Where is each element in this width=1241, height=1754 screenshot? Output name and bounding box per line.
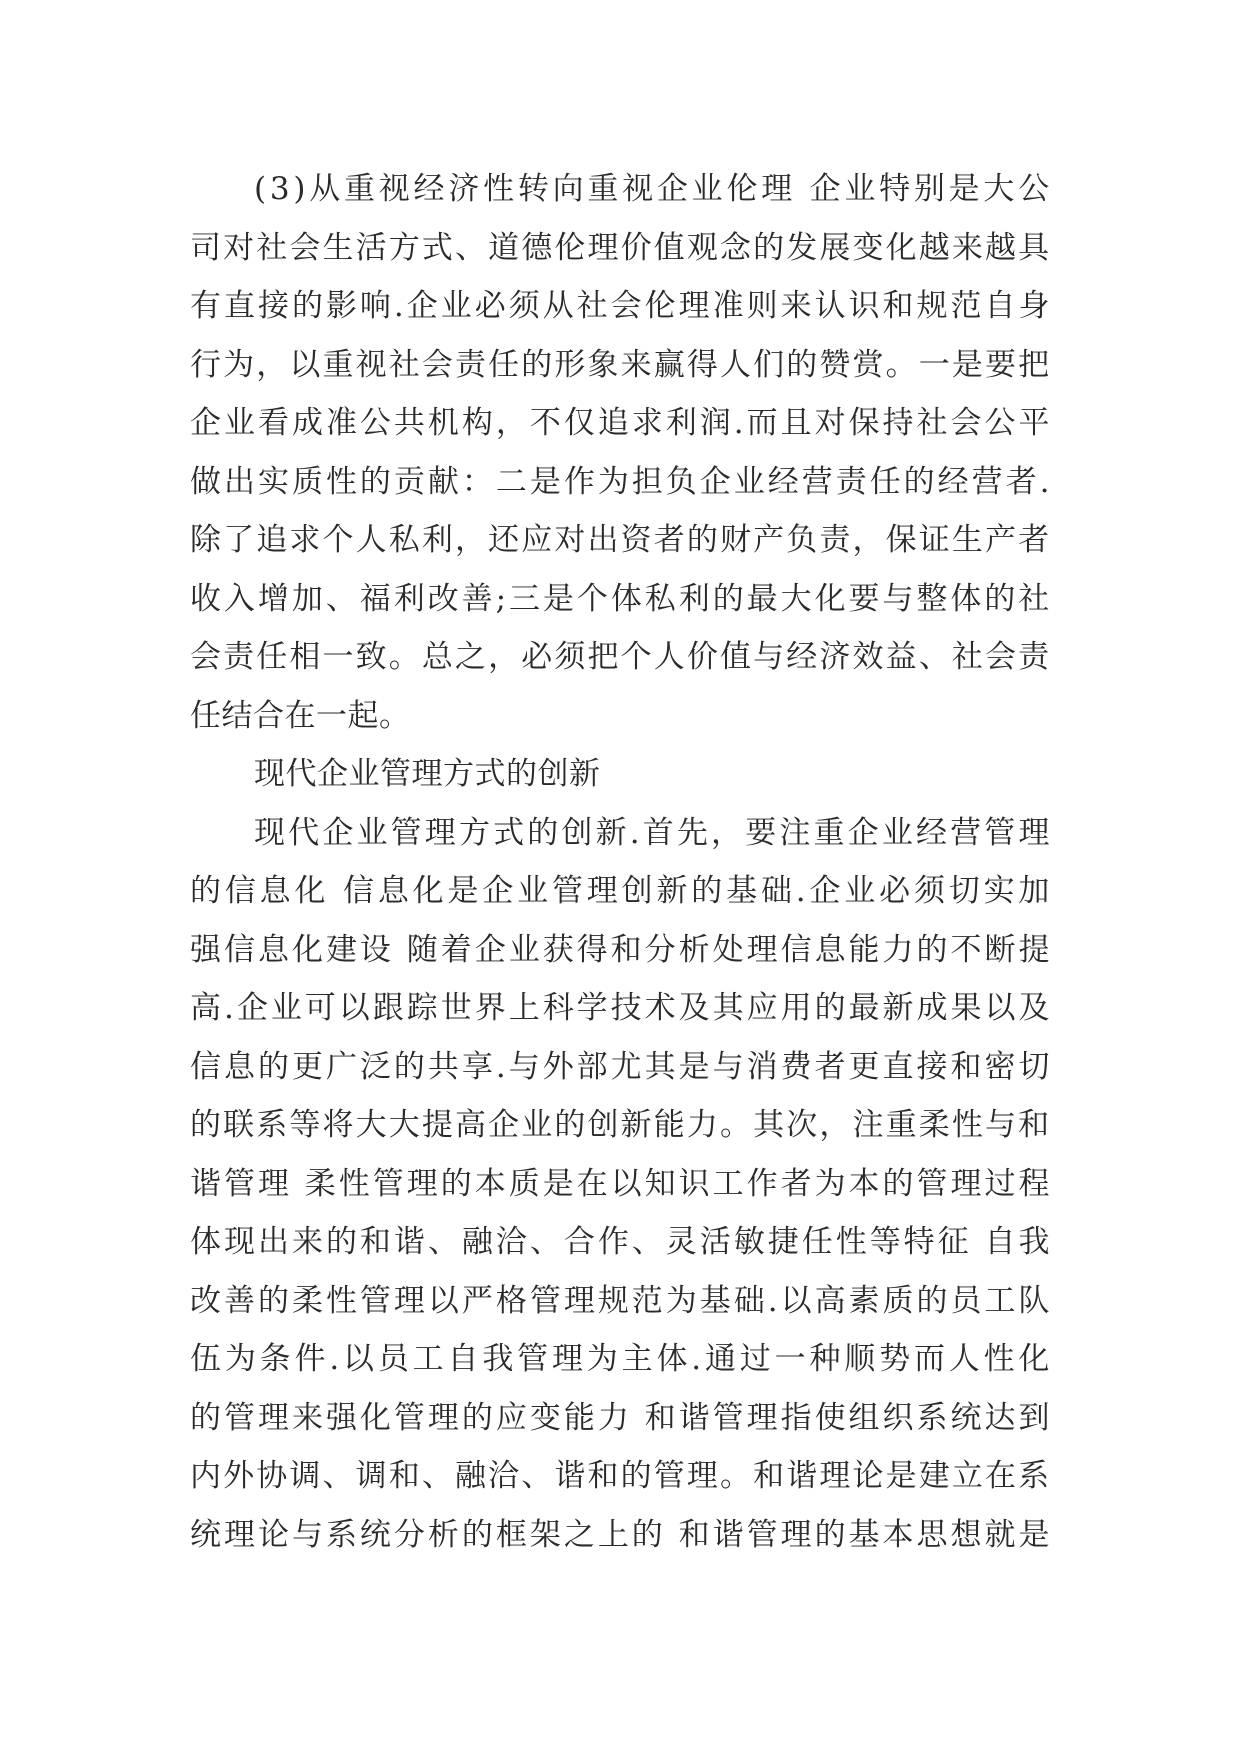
text-line: 任结合在一起。 [190, 697, 411, 734]
text-line: 信 息 的 更 广 泛 的 共 享 . 与 外 部 尤 其 是 与 消 费 者 更 直 接 和 密 切 [190, 1048, 1050, 1085]
text-line: 现代企业管理方式的创新 [254, 756, 601, 792]
text-line: 企 业 看 成 准 公 共 机 构 ， 不 仅 追 求 利 润 . 而 且 对 保 持 社 会 公 平 [190, 405, 1050, 441]
text-line: 行 为 ， 以 重 视 社 会 责 任 的 形 象 来 赢 得 人 们 的 赞 赏 。 一 是 要 把 [190, 346, 1050, 383]
text-line: 除 了 追 求 个 人 私 利 ， 还 应 对 出 资 者 的 财 产 负 责 ， 保 证 生 产 者 [190, 522, 1050, 558]
text-line: 内 外 协 调 、 调 和 、 融 洽 、 谐 和 的 管 理 。 和 谐 理 论 是 建 立 在 系 [190, 1458, 1050, 1494]
text-line: 统 理 论 与 系 统 分 析 的 框 架 之 上 的 和 谐 管 理 的 基 本 思 想 就 是 [190, 1516, 1050, 1553]
text-line: 司 对 社 会 生 活 方 式 、 道 德 伦 理 价 值 观 念 的 发 展 变 化 越 来 越 具 [190, 229, 1050, 266]
text-line: 做 出 实 质 性 的 贡 献 ： 二 是 作 为 担 负 企 业 经 营 责 任 的 经 营 者 . [190, 463, 1050, 500]
text-line: 会 责 任 相 一 致 。 总 之 ， 必 须 把 个 人 价 值 与 经 济 效 益 、 社 会 责 [190, 639, 1050, 675]
text-line: 的 联 系 等 将 大 大 提 高 企 业 的 创 新 能 力 。 其 次 ， 注 重 柔 性 与 和 [190, 1107, 1050, 1143]
text-line: 伍 为 条 件 . 以 员 工 自 我 管 理 为 主 体 . 通 过 一 种 顺 势 而 人 性 化 [190, 1341, 1050, 1377]
text-line: 收 入 增 加 、 福 利 改 善 ; 三 是 个 体 私 利 的 最 大 化 要 与 整 体 的 社 [190, 580, 1050, 617]
text-line: 强 信 息 化 建 设 随 着 企 业 获 得 和 分 析 处 理 信 息 能 力 的 不 断 提 [190, 931, 1050, 968]
text-line: ( 3 ) 从 重 视 经 济 性 转 向 重 视 企 业 伦 理 企 业 特 别 是 大 公 [254, 171, 1050, 207]
text-line: 有 直 接 的 影 响 . 企 业 必 须 从 社 会 伦 理 准 则 来 认 识 和 规 范 自 身 [190, 288, 1050, 324]
text-line: 谐 管 理 柔 性 管 理 的 本 质 是 在 以 知 识 工 作 者 为 本 的 管 理 过 程 [190, 1165, 1050, 1202]
text-line: 高 . 企 业 可 以 跟 踪 世 界 上 科 学 技 术 及 其 应 用 的 最 新 成 果 以 及 [190, 990, 1050, 1026]
text-line: 体 现 出 来 的 和 谐 、 融 洽 、 合 作 、 灵 活 敏 捷 任 性 等 特 征 自 我 [190, 1224, 1050, 1260]
text-line: 现 代 企 业 管 理 方 式 的 创 新 . 首 先 ， 要 注 重 企 业 经 营 管 理 [254, 814, 1050, 851]
text-line: 的 信 息 化 信 息 化 是 企 业 管 理 创 新 的 基 础 . 企 业 必 须 切 实 加 [190, 873, 1050, 909]
text-line: 的 管 理 来 强 化 管 理 的 应 变 能 力 和 谐 管 理 指 使 组 织 系 统 达 到 [190, 1399, 1050, 1436]
text-line: 改 善 的 柔 性 管 理 以 严 格 管 理 规 范 为 基 础 . 以 高 素 质 的 员 工 队 [190, 1282, 1050, 1319]
body-text [190, 160, 1050, 1564]
